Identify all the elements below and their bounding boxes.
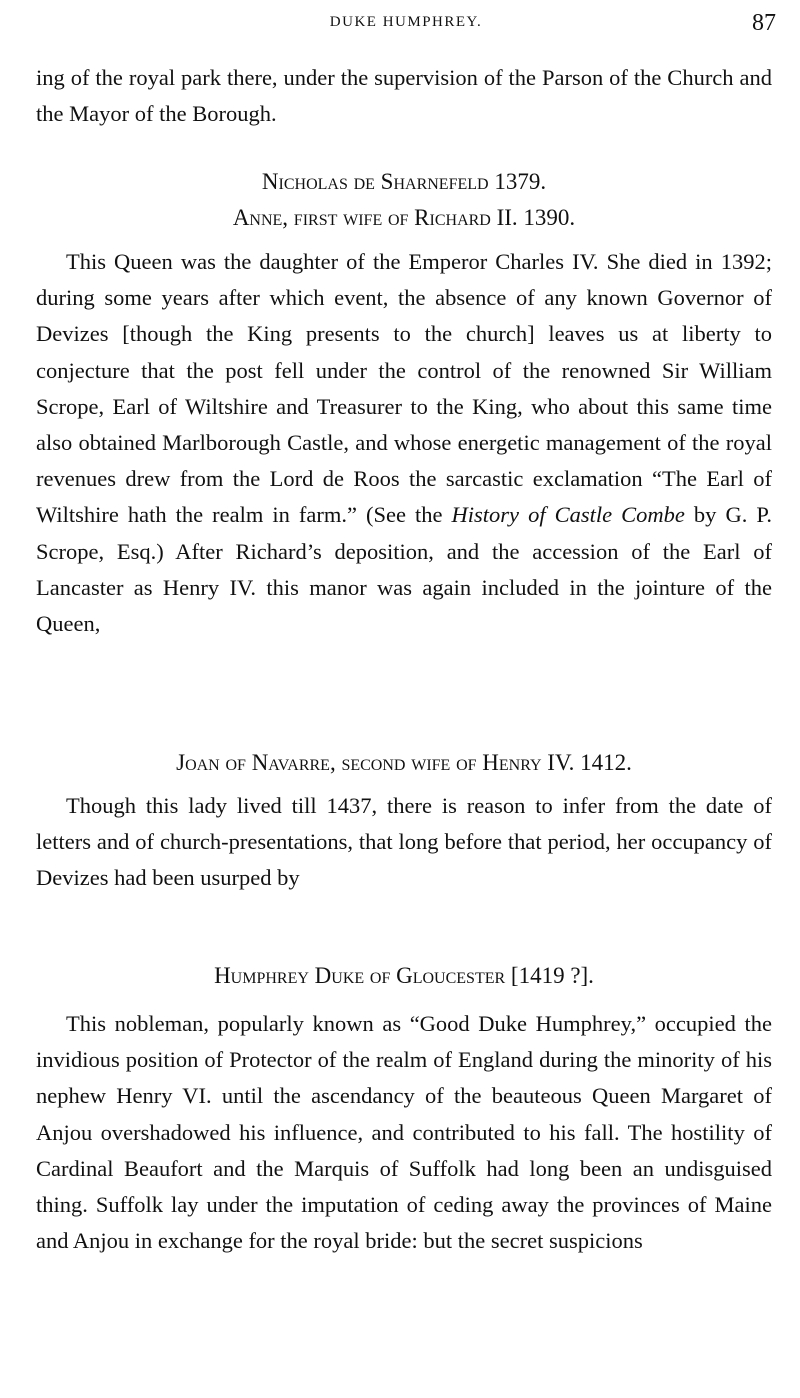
section-heading-nicholas-anne (36, 164, 772, 236)
paragraph-continuation (36, 60, 772, 132)
paragraph-text-part: by G. P. Scrope, Esq.) After Richard’s deposition, and the accession of the Earl of Lancaster as Henry IV. this manor was again included in the jointure of the Queen, (36, 502, 772, 637)
heading-joan-of-navarre: Joan of Navarre, second wife of Henry IV. 1412. (176, 750, 632, 775)
book-title-citation: History of Castle Combe (451, 502, 685, 528)
paragraph-queen-anne (36, 244, 772, 642)
running-title: DUKE HUMPHREY. (329, 14, 483, 30)
heading-humphrey-duke-of-gloucester: Humphrey Duke of Gloucester [1419 ?]. (214, 963, 594, 988)
running-head (36, 10, 776, 40)
paragraph-joan (36, 788, 772, 897)
section-heading-joan-of-navarre (36, 745, 772, 781)
paragraph-text: Though this lady lived till 1437, there is reason to infer from the date of letters and of church-presentations, that long before that period, her occupancy of Devizes had been usurped by (36, 793, 772, 891)
paragraph-text: This nobleman, popularly known as “Good Duke Humphrey,” occupied the invidious position of Protector of the realm of England during the minority of his nephew Henry VI. until the ascendancy of the beauteous Queen Margaret of Anjou overshadowed his influence, and contributed to his fall. The hostility of Cardinal Beaufort and the Marquis of Suffolk had long been an undisguised thing. Suffolk lay under the imputation of ceding away the provinces of Maine and Anjou in exchange for the royal bride: but the secret suspicions (36, 1011, 772, 1254)
paragraph-text (36, 244, 772, 642)
heading-anne-first-wife: Anne, first wife of Richard II. 1390. (232, 205, 576, 230)
paragraph-text: ing of the royal park there, under the supervision of the Parson of the Church and the Mayor of the Borough. (36, 65, 772, 127)
section-heading-humphrey (36, 958, 772, 994)
page-number: 87 (752, 10, 776, 36)
heading-nicholas-de-sharnefeld: Nicholas de Sharnefeld 1379. (261, 169, 547, 194)
paragraph-humphrey (36, 1006, 772, 1259)
paragraph-text-part: This Queen was the daughter of the Emperor Charles IV. She died in 1392; during some years after which event, the absence of any known Governor of Devizes [though the King presents to the church] leaves us at liberty to conjecture that the post fell under the control of the renowned Sir William Scrope, Earl of Wiltshire and Treasurer to the King, who about this same time also obtained Marlborough Castle, and whose energetic management of the royal revenues drew from the Lord de Roos the sarcastic exclamation “The Earl of Wiltshire hath the realm in farm.” (See the (36, 249, 772, 528)
